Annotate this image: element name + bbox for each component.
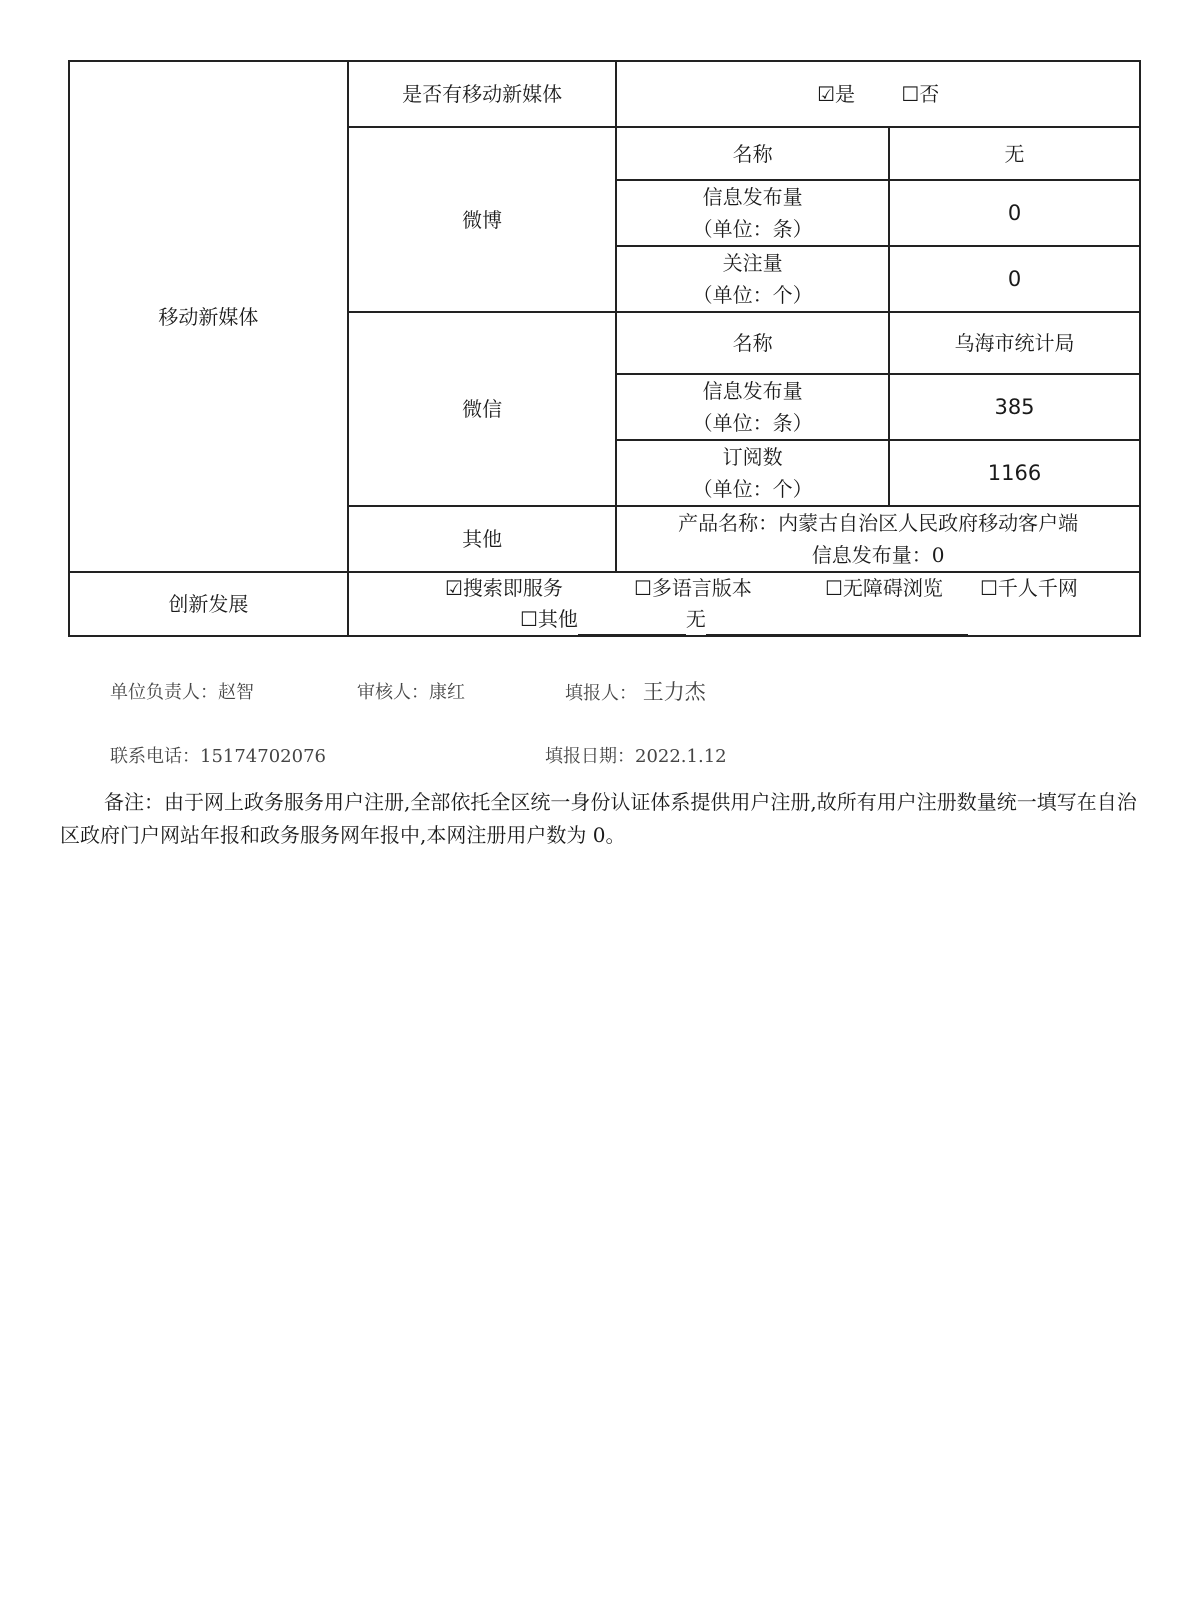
weibo-posts-value: 0 <box>889 180 1140 246</box>
other-product-line: 产品名称：内蒙古自治区人民政府移动客户端 <box>678 511 1079 535</box>
has-media-label: 是否有移动新媒体 <box>348 61 617 127</box>
contact-phone: 联系电话：15174702076 <box>110 746 326 767</box>
weibo-followers-value: 0 <box>889 246 1140 312</box>
wechat-posts-value: 385 <box>889 374 1140 440</box>
other-posts-line: 信息发布量：0 <box>811 543 945 567</box>
innovation-other-checkbox[interactable]: ☐其他 <box>519 607 578 631</box>
weibo-posts-label <box>616 180 889 246</box>
other-label: 其他 <box>348 506 617 572</box>
weibo-name-value: 无 <box>889 127 1140 180</box>
weibo-posts-label-text: 信息发布量 <box>702 185 803 209</box>
weibo-followers-unit: （单位：个） <box>692 283 813 307</box>
wechat-label: 微信 <box>348 312 617 506</box>
section-label-mobile-media: 移动新媒体 <box>69 61 348 572</box>
other-detail <box>616 506 1140 572</box>
wechat-subs-label-text: 订阅数 <box>722 445 783 469</box>
innovation-options-row1 <box>355 573 1133 604</box>
has-media-options <box>616 61 1140 127</box>
filler-name: 王力杰 <box>642 680 706 704</box>
wechat-name-value: 乌海市统计局 <box>889 312 1140 374</box>
filler-label: 填报人： <box>565 683 637 704</box>
wechat-posts-label-text: 信息发布量 <box>702 379 803 403</box>
innovation-other-blank-line <box>578 610 686 635</box>
weibo-label: 微博 <box>348 127 617 312</box>
innovation-accessible-checkbox[interactable]: ☐无障碍浏览 <box>824 576 943 600</box>
has-media-no-checkbox[interactable]: ☐否 <box>901 82 940 106</box>
innovation-search-checkbox[interactable]: ☑搜索即服务 <box>444 576 563 600</box>
innovation-other-underline <box>706 610 968 635</box>
innovation-options <box>348 572 1140 636</box>
wechat-name-label: 名称 <box>616 312 889 374</box>
reviewer-signature: 审核人：康红 <box>357 682 465 703</box>
wechat-subs-label <box>616 440 889 506</box>
innovation-personalized-checkbox[interactable]: ☐千人千网 <box>979 576 1078 600</box>
wechat-posts-unit: （单位：条） <box>692 411 813 435</box>
new-media-table <box>68 60 1141 637</box>
innovation-options-row2 <box>355 604 1133 635</box>
innovation-label: 创新发展 <box>69 572 348 636</box>
weibo-posts-unit: （单位：条） <box>692 217 813 241</box>
weibo-followers-label <box>616 246 889 312</box>
filler-signature <box>565 676 706 706</box>
remark-note: 备注：由于网上政务服务用户注册,全部依托全区统一身份认证体系提供用户注册,故所有用户注册数量统一填写在自治区政府门户网站年报和政务服务网年报中,本网注册用户数为 0。 <box>60 790 1137 847</box>
leader-signature: 单位负责人：赵智 <box>110 682 254 703</box>
wechat-subs-unit: （单位：个） <box>692 477 813 501</box>
wechat-subs-value: 1166 <box>889 440 1140 506</box>
innovation-multilang-checkbox[interactable]: ☐多语言版本 <box>633 576 752 600</box>
wechat-posts-label <box>616 374 889 440</box>
weibo-name-label: 名称 <box>616 127 889 180</box>
has-media-yes-checkbox[interactable]: ☑是 <box>817 82 855 106</box>
weibo-followers-label-text: 关注量 <box>722 251 783 275</box>
innovation-other-value: 无 <box>685 607 706 631</box>
fill-date: 填报日期：2022.1.12 <box>545 746 727 767</box>
